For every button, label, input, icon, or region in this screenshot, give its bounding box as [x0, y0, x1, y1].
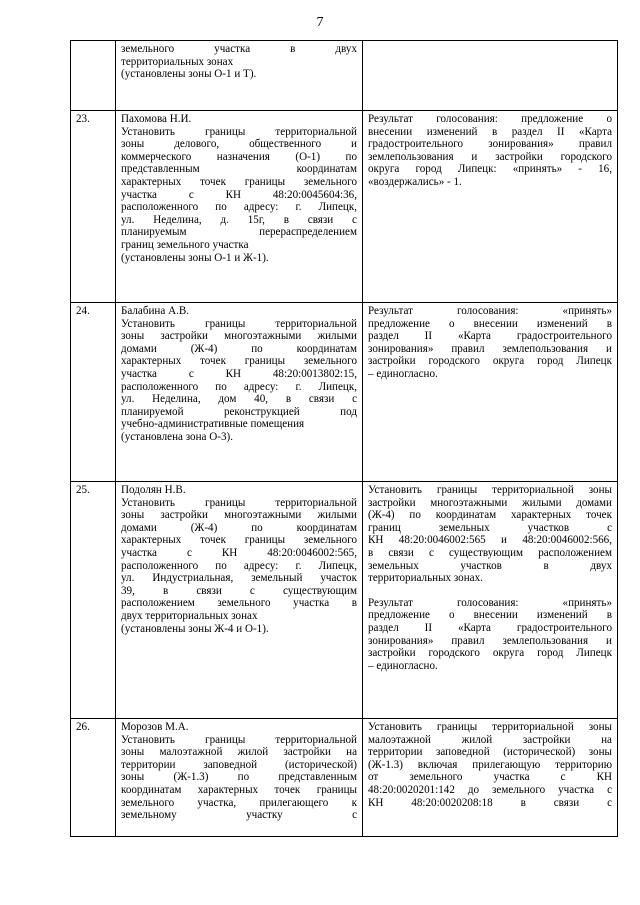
- text-line: (установлены зоны О-1 и Т).: [121, 68, 257, 81]
- text-line: ул. Индустриальная, земельный участок: [121, 572, 357, 585]
- text-line: земельного участка в двух: [121, 43, 357, 55]
- text-line: застройки городского округа город Липецк: [368, 355, 612, 368]
- text-line: «воздержались» - 1.: [368, 175, 462, 188]
- text-line: зоны делового, общественного и: [121, 138, 357, 151]
- text-line: КН 48:20:0020208:18 в связи с: [368, 796, 612, 809]
- text-line: домами (Ж-4) по координатам: [121, 342, 357, 355]
- text-line: Установить границы территориальной: [121, 317, 357, 330]
- text-line: Пахомова Н.И.: [121, 113, 192, 125]
- text-line: территории заповедной (исторической) зоны: [368, 746, 612, 759]
- text-line: границ земельного участка: [121, 238, 249, 251]
- text-line: предложение о внесении изменений в: [368, 609, 612, 622]
- request-cell: [116, 111, 363, 303]
- text-line: предложение о внесении изменений в: [368, 317, 612, 330]
- request-cell: [116, 719, 363, 837]
- result-cell: [363, 111, 618, 303]
- text-line: участка с КН 48:20:0046002:565,: [121, 546, 357, 559]
- text-line: Подолян Н.В.: [121, 484, 186, 496]
- text-line: зонирования» правил землепользования и: [368, 342, 612, 355]
- table-row: [71, 111, 618, 303]
- protocol-table-body: [71, 41, 618, 837]
- text-line: Установить границы территориальной зоны: [368, 721, 612, 733]
- text-line: Результат голосования: предложение о: [368, 113, 612, 125]
- request-cell: [116, 303, 363, 482]
- text-line: в связи с существующим расположением: [368, 546, 612, 559]
- text-line: земельных участков в двух: [368, 559, 612, 572]
- text-line: территориальных зонах.: [368, 572, 483, 585]
- text-line: территории заповедной (исторической): [121, 758, 357, 771]
- text-line: 39, в связи с существующим: [121, 584, 357, 597]
- text-line: застройки многоэтажными жилыми домами: [368, 496, 612, 509]
- text-line: земельного участка, прилегающего к: [121, 796, 357, 809]
- text-line: участка с КН 48:20:0013802:15,: [121, 367, 357, 380]
- request-cell: [116, 482, 363, 719]
- text-line: коммерческого назначения (О-1) по: [121, 150, 357, 163]
- text-line: Установить границы территориальной: [121, 496, 357, 509]
- row-number: [71, 41, 116, 111]
- text-line: двух территориальных зонах: [121, 609, 258, 622]
- request-cell: [116, 41, 363, 111]
- text-line: координатам характерных точек границы: [121, 783, 357, 796]
- text-line: застройки городского округа город Липецк: [368, 647, 612, 660]
- text-line: зоны застройки многоэтажными жилыми: [121, 330, 357, 343]
- result-cell: [363, 482, 618, 719]
- text-line: характерных точек границы земельного: [121, 355, 357, 368]
- text-line: расположенного по адресу: г. Липецк,: [121, 559, 357, 572]
- text-line: расположенного по адресу: г. Липецк,: [121, 380, 357, 393]
- text-line: ул. Неделина, д. 15г, в связи с: [121, 213, 357, 226]
- text-line: учебно-административные помещения: [121, 418, 305, 431]
- text-line: – единогласно.: [368, 659, 438, 672]
- text-line: КН 48:20:0046002:565 и 48:20:0046002:566,: [368, 534, 612, 547]
- text-line: зоны застройки многоэтажными жилыми: [121, 509, 357, 522]
- text-line: участка с КН 48:20:0045604:36,: [121, 188, 357, 201]
- text-line: раздел II «Карта градостроительного: [368, 330, 612, 343]
- text-line: 48:20:0020201:142 до земельного участка с: [368, 783, 612, 796]
- result-paragraph: [368, 305, 612, 381]
- text-line: границ земельных участков с: [368, 521, 612, 534]
- protocol-table: [70, 40, 618, 837]
- table-row: [71, 719, 618, 837]
- text-line: характерных точек границы земельного: [121, 175, 357, 188]
- text-line: Установить границы территориальной зоны: [368, 484, 612, 496]
- text-line: территориальных зонах: [121, 55, 234, 68]
- text-line: Морозов М.А.: [121, 721, 189, 733]
- result-paragraph: [368, 721, 612, 809]
- text-line: (установлены зоны Ж-4 и О-1).: [121, 622, 269, 635]
- text-line: представленным координатам: [121, 163, 357, 176]
- text-line: планируемой реконструкцией под: [121, 405, 357, 418]
- text-line: зоны (Ж-1.3) по представленным: [121, 771, 357, 784]
- text-line: внесении изменений в раздел II «Карта: [368, 125, 612, 138]
- row-number: 26.: [71, 719, 116, 837]
- text-line: домами (Ж-4) по координатам: [121, 521, 357, 534]
- text-line: Результат голосования: «принять»: [368, 305, 612, 317]
- text-line: характерных точек границы земельного: [121, 534, 357, 547]
- text-line: – единогласно.: [368, 367, 438, 380]
- page-number: 7: [316, 15, 324, 30]
- row-number: 23.: [71, 111, 116, 303]
- text-line: раздел II «Карта градостроительного: [368, 621, 612, 634]
- table-row: [71, 482, 618, 719]
- text-line: (установлены зоны О-1 и Ж-1).: [121, 251, 269, 264]
- result-paragraph: [368, 484, 612, 585]
- text-line: округа город Липецк: «принять» - 16,: [368, 163, 612, 176]
- text-line: Балабина А.В.: [121, 305, 190, 317]
- result-cell: [363, 41, 618, 111]
- table-row: [71, 41, 618, 111]
- text-line: ул. Неделина, дом 40, в связи с: [121, 393, 357, 406]
- text-line: Установить границы территориальной: [121, 125, 357, 138]
- result-cell: [363, 719, 618, 837]
- text-line: землепользования и застройки городского: [368, 150, 612, 163]
- table-row: [71, 303, 618, 482]
- row-number: 24.: [71, 303, 116, 482]
- text-line: (установлена зона О-3).: [121, 430, 233, 443]
- text-line: Установить границы территориальной: [121, 733, 357, 746]
- text-line: земельному участку с: [121, 809, 357, 822]
- text-line: малоэтажной жилой застройки на: [368, 733, 612, 746]
- text-line: зоны малоэтажной жилой застройки на: [121, 746, 357, 759]
- text-line: от земельного участка с КН: [368, 771, 612, 784]
- result-paragraph: [368, 113, 612, 189]
- row-number: 25.: [71, 482, 116, 719]
- text-line: (Ж-1.3) включая прилегающую территорию: [368, 758, 612, 771]
- text-line: градостроительного зонирования» правил: [368, 138, 612, 151]
- text-line: Результат голосования: «принять»: [368, 596, 612, 609]
- text-line: расположением земельного участка в: [121, 597, 357, 610]
- text-line: планируемым перераспределением: [121, 226, 357, 239]
- text-line: (Ж-4) по координатам характерных точек: [368, 509, 612, 522]
- text-line: расположенного по адресу: г. Липецк,: [121, 201, 357, 214]
- result-paragraph: [368, 597, 612, 673]
- result-cell: [363, 303, 618, 482]
- text-line: зонирования» правил землепользования и: [368, 634, 612, 647]
